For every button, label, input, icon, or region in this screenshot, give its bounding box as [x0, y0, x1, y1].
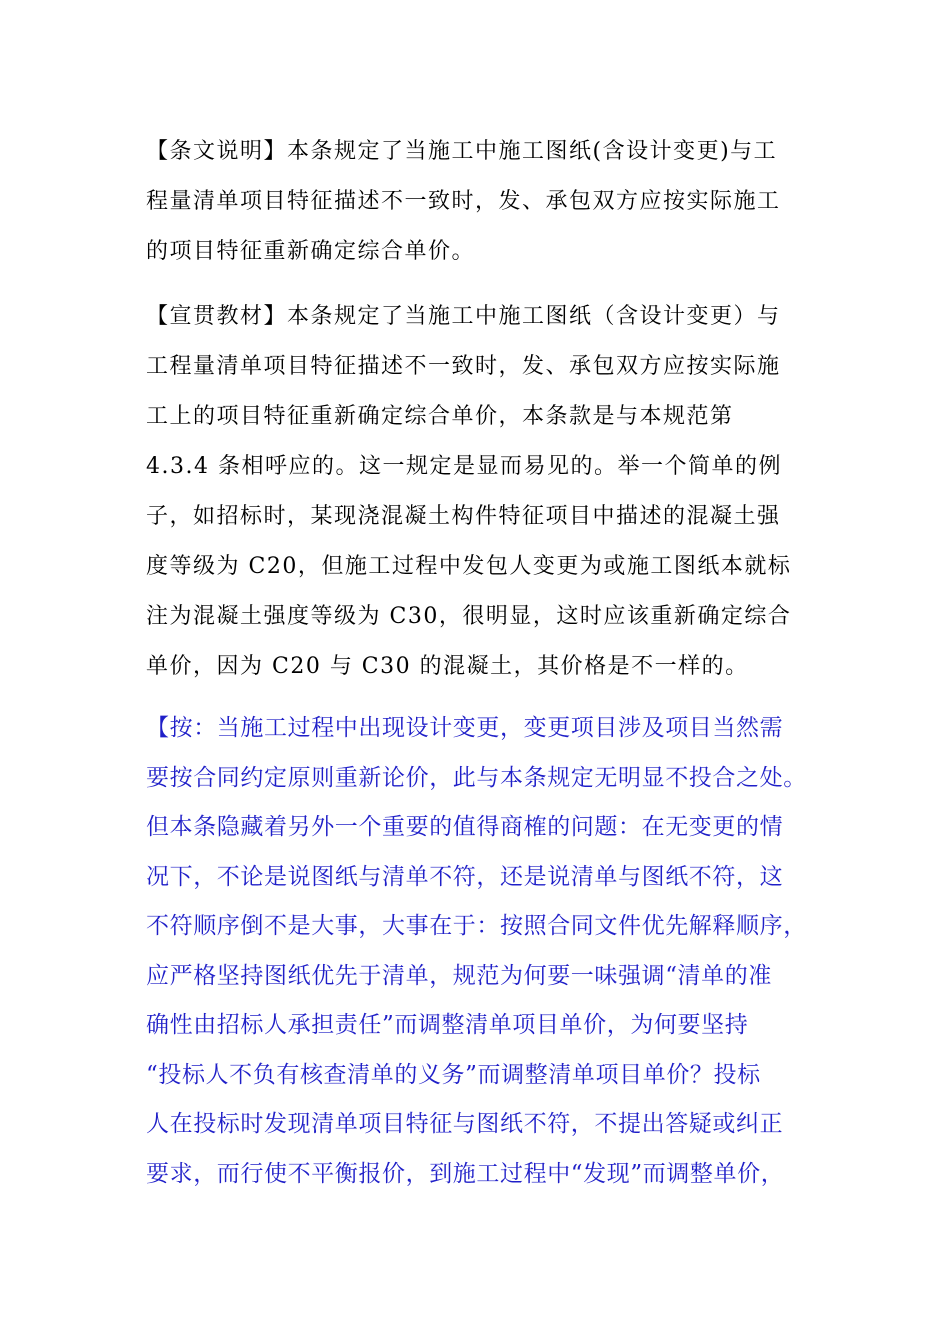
text-line: 【条文说明】本条规定了当施工中施工图纸(含设计变更)与工: [146, 139, 778, 164]
text-line: “投标人不负有核查清单的义务”而调整清单项目单价？投标: [146, 1061, 761, 1088]
text-line: 【按：当施工过程中出现设计变更，变更项目涉及项目当然需: [146, 715, 784, 741]
text-line: 确性由招标人承担责任”而调整清单项目单价，为何要坚持: [146, 1012, 749, 1038]
paragraph-promotion-textbook: [146, 292, 816, 692]
text-line: 【宣贯教材】本条规定了当施工中施工图纸（含设计变更）与: [146, 304, 781, 329]
text-line: 子，如招标时，某现浇混凝土构件特征项目中描述的混凝土强: [146, 504, 781, 529]
text-line: 程量清单项目特征描述不一致时，发、承包双方应按实际施工: [146, 189, 781, 214]
text-line: 度等级为 C20，但施工过程中发包人变更为或施工图纸本就标: [146, 554, 792, 579]
text-line: 应严格坚持图纸优先于清单，规范为何要一味强调“清单的准: [146, 962, 772, 989]
text-line: 人在投标时发现清单项目特征与图纸不符，不提出答疑或纠正: [146, 1111, 784, 1137]
text-line: 的项目特征重新确定综合单价。: [146, 239, 476, 264]
text-line: 注为混凝土强度等级为 C30，很明显，这时应该重新确定综合: [146, 604, 792, 629]
text-line: 工上的项目特征重新确定综合单价，本条款是与本规范第: [146, 404, 734, 429]
text-line: 工程量清单项目特征描述不一致时，发、承包双方应按实际施: [146, 354, 781, 379]
text-line: 要按合同约定原则重新论价，此与本条规定无明显不投合之处。: [146, 764, 807, 791]
text-line: 不符顺序倒不是大事，大事在于：按照合同文件优先解释顺序，: [146, 913, 807, 939]
text-line: 单价，因为 C20 与 C30 的混凝土，其价格是不一样的。: [146, 654, 749, 679]
paragraph-article-explanation: [146, 127, 816, 277]
paragraph-editor-note: [146, 704, 816, 1199]
text-line: 4.3.4 条相呼应的。这一规定是显而易见的。举一个简单的例: [146, 454, 782, 479]
text-line: 况下，不论是说图纸与清单不符，还是说清单与图纸不符，这: [146, 863, 784, 890]
text-line: 但本条隐藏着另外一个重要的值得商榷的问题：在无变更的情: [146, 814, 784, 840]
text-line: 要求，而行使不平衡报价，到施工过程中“发现”而调整单价，: [146, 1160, 785, 1187]
